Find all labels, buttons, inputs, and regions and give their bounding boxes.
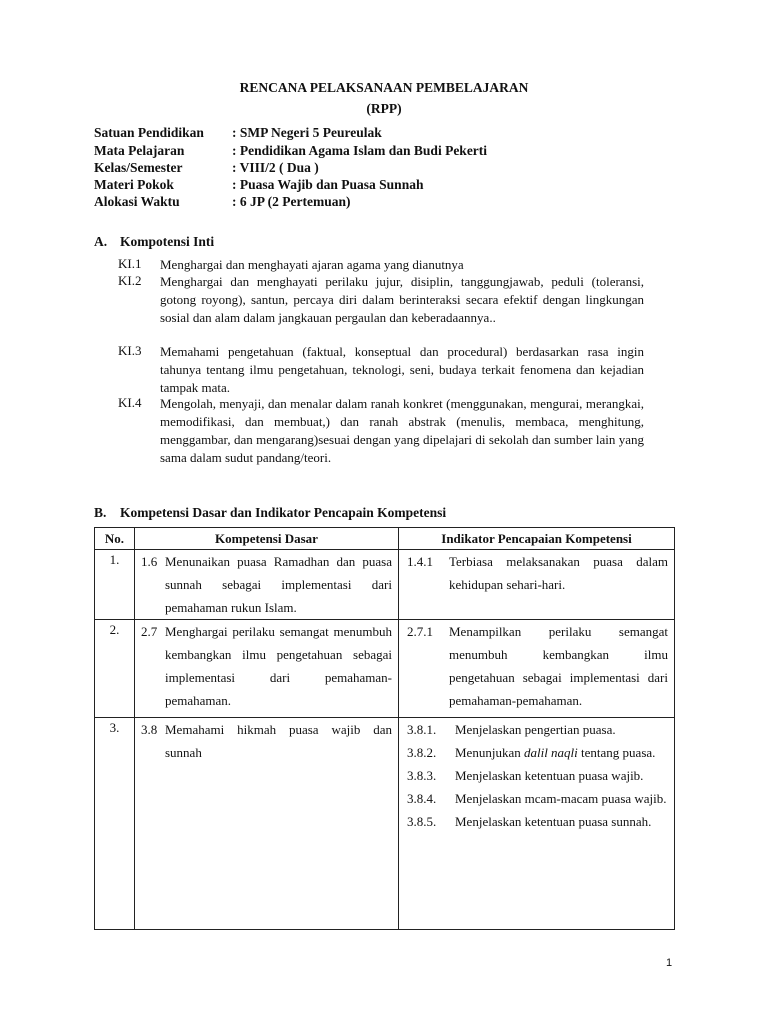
indicator-entry	[399, 787, 674, 810]
identity-value: : SMP Negeri 5 Peureulak	[232, 125, 382, 140]
table-row	[95, 718, 675, 930]
kd-code: 2.7	[141, 624, 158, 639]
row-number: 3.	[95, 718, 135, 930]
kd-text: Menghargai perilaku semangat menumbuh kembangkan ilmu pengetahuan sebagai implementasi dari pemahaman-pemahaman.	[165, 624, 392, 708]
kd-cell	[135, 620, 399, 718]
ki-code: KI.4	[118, 395, 142, 410]
identity-row-mapel	[94, 143, 487, 159]
identity-value: : Puasa Wajib dan Puasa Sunnah	[232, 177, 424, 192]
kd-entry	[135, 620, 398, 712]
identity-row-kelas	[94, 160, 319, 176]
indicator-text: Menjelaskan ketentuan puasa sunnah.	[455, 814, 652, 829]
indicator-text-after: tentang puasa.	[581, 745, 656, 760]
indicator-text: Menjelaskan ketentuan puasa wajib.	[455, 768, 644, 783]
ki-code: KI.2	[118, 273, 142, 288]
identity-value: : 6 JP (2 Pertemuan)	[232, 194, 351, 209]
section-b-heading	[94, 505, 446, 521]
identity-row-alokasi	[94, 194, 350, 210]
indicator-text: Menjelaskan pengertian puasa.	[455, 722, 616, 737]
indicator-code: 3.8.5.	[407, 814, 437, 829]
kd-code: 1.6	[141, 554, 158, 569]
header-kompetensi-dasar: Kompetensi Dasar	[135, 528, 399, 550]
indicator-code: 3.8.1.	[407, 722, 437, 737]
document-subtitle: (RPP)	[366, 101, 402, 116]
header-no: No.	[95, 528, 135, 550]
indicator-code: 3.8.4.	[407, 791, 437, 806]
identity-label: Kelas/Semester	[94, 160, 183, 175]
ki-item-3	[118, 343, 644, 397]
indicator-entry	[399, 620, 674, 712]
table-row	[95, 620, 675, 718]
row-number: 1.	[95, 550, 135, 620]
indicator-code: 1.4.1	[407, 554, 433, 569]
kd-code: 3.8	[141, 722, 158, 737]
identity-value: : Pendidikan Agama Islam dan Budi Pekerti	[232, 143, 488, 158]
indicator-cell	[399, 550, 675, 620]
identity-label: Mata Pelajaran	[94, 143, 185, 158]
kd-cell	[135, 718, 399, 930]
indicator-code: 3.8.3.	[407, 768, 437, 783]
indicator-entry	[399, 764, 674, 787]
ki-item-4	[118, 395, 644, 467]
kd-entry	[135, 550, 398, 619]
indicator-entry	[399, 810, 674, 833]
section-a-heading	[94, 234, 214, 250]
kd-cell	[135, 550, 399, 620]
kd-table	[94, 527, 675, 930]
row-number: 2.	[95, 620, 135, 718]
ki-text: Menghargai dan menghayati ajaran agama yang dianutnya	[160, 257, 464, 272]
ki-item-2	[118, 273, 644, 327]
identity-row-materi	[94, 177, 423, 193]
indicator-entry	[399, 718, 674, 741]
section-number: B.	[94, 505, 107, 520]
indicator-text: Menampilkan perilaku semangat menumbuh kembangkan ilmu pengetahuan sebagai implementasi dari pemahaman-pemahaman.	[449, 624, 668, 708]
identity-label: Alokasi Waktu	[94, 194, 180, 209]
kd-text: Memahami hikmah puasa wajib dan sunnah	[165, 722, 392, 760]
ki-text: Memahami pengetahuan (faktual, konseptual dan procedural) berdasarkan rasa ingin tahunya tentang ilmu pengetahuan, teknologi, seni, budaya terkait fenomena dan kejadian tampak mata.	[160, 344, 644, 395]
indicator-cell	[399, 718, 675, 930]
indicator-text-before: Menunjukan	[455, 745, 521, 760]
ki-text: Menghargai dan menghayati perilaku jujur, disiplin, tanggungjawab, peduli (toleransi, gotong royong), santun, percaya diri dalam berinteraksi secara efektif dengan lingkungan sosial dan alam dalam jangkauan pergaulan dan keberadaannya..	[160, 274, 644, 325]
indicator-text: Terbiasa melaksanakan puasa dalam kehidupan sehari-hari.	[449, 554, 668, 592]
page-number: 1	[666, 957, 673, 969]
identity-label: Satuan Pendidikan	[94, 125, 204, 140]
indicator-text: Menjelaskan mcam-macam puasa wajib.	[455, 791, 667, 806]
ki-code: KI.3	[118, 343, 142, 358]
section-number: A.	[94, 234, 108, 249]
identity-row-satuan	[94, 125, 382, 141]
table-header-row	[95, 528, 675, 550]
indicator-text-italic: dalil naqli	[523, 745, 578, 760]
kd-text: Menunaikan puasa Ramadhan dan puasa sunnah sebagai implementasi dari pemahaman rukun Islam.	[165, 554, 392, 615]
section-title: Kompotensi Inti	[120, 234, 215, 249]
ki-code: KI.1	[118, 256, 142, 271]
indicator-cell	[399, 620, 675, 718]
ki-text: Mengolah, menyaji, dan menalar dalam ranah konkret (menggunakan, mengurai, merangkai, memodifikasi, dan membuat,) dan ranah abstrak (menulis, membaca, menghitung, menggambar, dan mengarang)sesuai dengan yang dipelajari di sekolah dan sumber lain yang sama dalam sudut pandang/teori.	[160, 396, 644, 465]
indicator-entry	[399, 741, 674, 764]
identity-label: Materi Pokok	[94, 177, 174, 192]
identity-value: : VIII/2 ( Dua )	[232, 160, 319, 175]
section-title: Kompetensi Dasar dan Indikator Pencapain Kompetensi	[120, 505, 447, 520]
document-title: RENCANA PELAKSANAAN PEMBELAJARAN	[239, 80, 529, 95]
kd-entry	[135, 718, 398, 764]
header-indikator: Indikator Pencapaian Kompetensi	[399, 528, 675, 550]
table-row	[95, 550, 675, 620]
indicator-code: 2.7.1	[407, 624, 433, 639]
ki-item-1	[118, 256, 644, 274]
indicator-entry	[399, 550, 674, 596]
indicator-code: 3.8.2.	[407, 745, 437, 760]
